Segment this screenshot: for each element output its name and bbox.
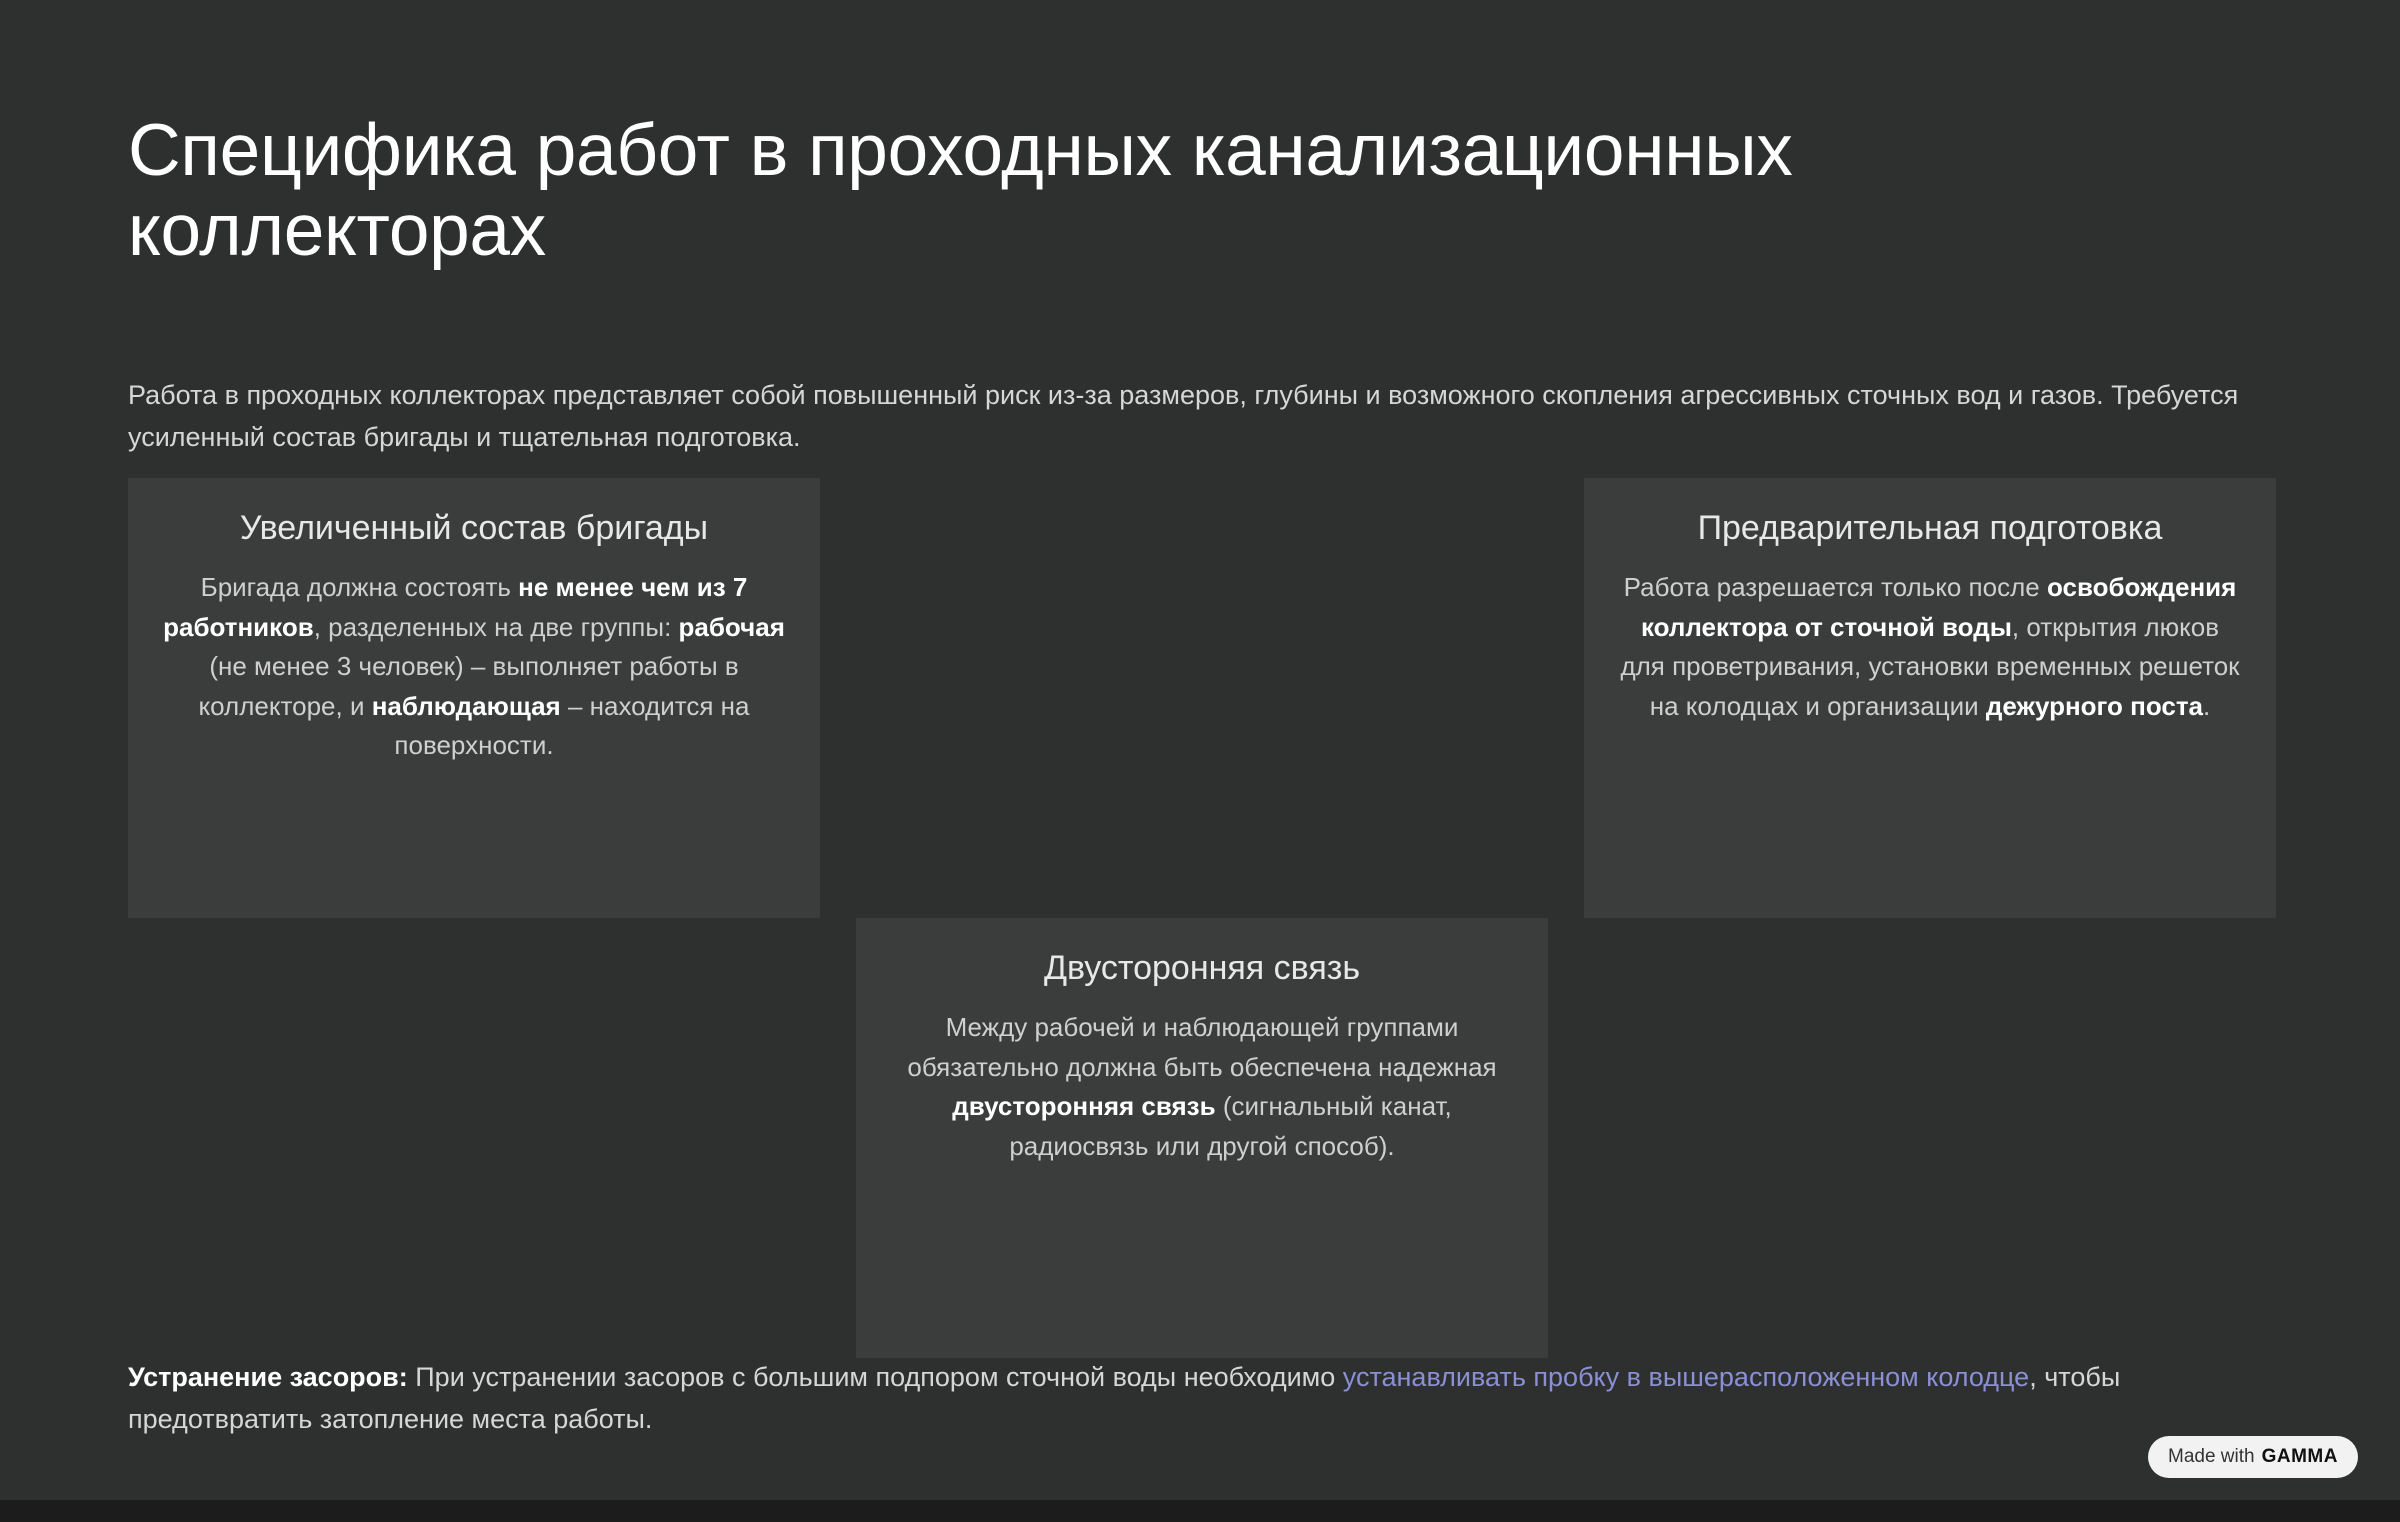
footnote-link[interactable]: устанавливать пробку в вышерасположенном колодце bbox=[1342, 1362, 2030, 1392]
page-title: Специфика работ в проходных канализационных коллекторах bbox=[128, 109, 1793, 272]
intro-paragraph: Работа в проходных коллекторах представляет собой повышенный риск из-за размеров, глубины и возможного скопления агрессивных сточных вод и газов. Требуется усиленный состав бригады и тщательная подготовка. bbox=[128, 380, 2239, 452]
card-preliminary-preparation bbox=[1584, 478, 2276, 918]
badge-label: Made with bbox=[2168, 1446, 2255, 1467]
card-title: Двусторонняя связь bbox=[1043, 949, 1361, 987]
gamma-logo: GAMMA bbox=[2261, 1446, 2338, 1467]
made-with-gamma-badge[interactable] bbox=[2148, 1436, 2358, 1478]
card-brigade-composition bbox=[128, 478, 820, 918]
card-title: Увеличенный состав бригады bbox=[239, 509, 709, 547]
card-body: Бригада должна состоять не менее чем из 7 работников, разделенных на две группы: рабочая (не менее 3 человек) – выполняет работы в коллекторе, и наблюдающая – находится на поверхности. bbox=[163, 572, 785, 761]
card-two-way-communication bbox=[856, 918, 1548, 1358]
cards-group bbox=[128, 478, 2276, 1298]
slide-content bbox=[128, 0, 2276, 1500]
footnote: Устранение засоров: При устранении засоров с большим подпором сточной воды необходимо устанавливать пробку в вышерасположенном колодце, чтобы предотвратить затопление места работы. bbox=[128, 1362, 2121, 1434]
card-body: Между рабочей и наблюдающей группами обязательно должна быть обеспечена надежная двусторонняя связь (сигнальный канат, радиосвязь или другой способ). bbox=[907, 1012, 1497, 1161]
card-body: Работа разрешается только после освобождения коллектора от сточной воды, открытия люков для проветривания, установки временных решеток на колодцах и организации дежурного поста. bbox=[1620, 572, 2240, 721]
card-title: Предварительная подготовка bbox=[1697, 509, 2163, 547]
